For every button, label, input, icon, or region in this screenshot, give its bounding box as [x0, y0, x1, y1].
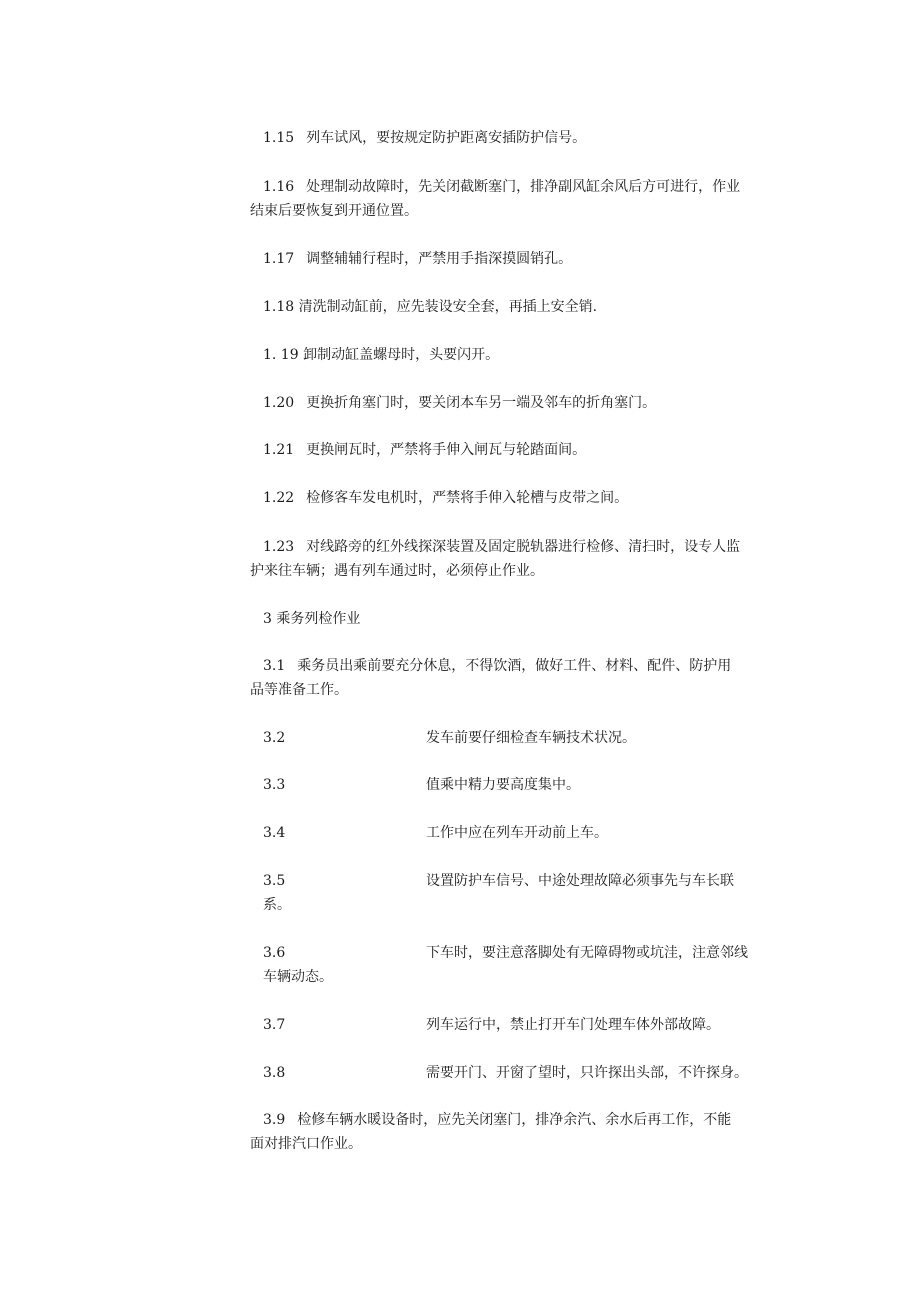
- paragraph-1-22: [263, 488, 628, 508]
- paragraph-3-3-number: 3.3: [263, 777, 286, 793]
- paragraph-3-8-number: 3.8: [263, 1065, 286, 1081]
- item-text: 处理制动故障时，先关闭截断塞门，排净副风缸余风后方可进行，作业: [306, 179, 741, 195]
- item-text: 列车试风，要按规定防护距离安插防护信号。: [306, 130, 587, 146]
- item-number: 1.21: [263, 442, 295, 458]
- paragraph-3-5-cont: 系。: [263, 897, 291, 913]
- paragraph-3-7-text: 列车运行中，禁止打开车门处理车体外部故障。: [426, 1017, 720, 1033]
- paragraph-1-17: [263, 249, 572, 269]
- item-number: 1.23: [263, 539, 295, 555]
- paragraph-1-16-cont: 结束后要恢复到开通位置。: [250, 203, 418, 219]
- paragraph-1-20: [263, 393, 656, 413]
- paragraph-3-8-text: 需要开门、开窗了望时，只许探出头部，不许探身。: [426, 1065, 748, 1081]
- paragraph-1-23: [263, 537, 740, 557]
- paragraph-1-23-cont: 护来往车辆；遇有列车通过时，必须停止作业。: [250, 563, 544, 579]
- paragraph-3-5-text: 设置防护车信号、中途处理故障必须事先与车长联: [426, 873, 734, 889]
- item-text: 乘务员出乘前要充分休息，不得饮酒，做好工件、材料、配件、防护用: [297, 658, 732, 674]
- paragraph-3-9: [263, 1110, 731, 1130]
- item-number: 1.20: [263, 395, 295, 411]
- paragraph-3-1: [263, 656, 731, 676]
- item-text: 调整辅辅行程时，严禁用手指深摸圆销孔。: [306, 251, 573, 267]
- paragraph-1-19: 1. 19 卸制动缸盖螺母时，头要闪开。: [263, 347, 500, 363]
- paragraph-1-16: [263, 177, 740, 197]
- paragraph-1-15: [263, 128, 586, 148]
- paragraph-3-6-text: 下车时，要注意落脚处有无障碍物或坑洼，注意邻线: [426, 945, 748, 961]
- item-text: 检修客车发电机时，严禁将手伸入轮槽与皮带之间。: [306, 490, 629, 506]
- item-text: 更换折角塞门时，要关闭本车另一端及邻车的折角塞门。: [306, 395, 657, 411]
- paragraph-3-3-text: 值乘中精力要高度集中。: [426, 777, 580, 793]
- item-number: 1.16: [263, 179, 295, 195]
- paragraph-3-6-cont: 车辆动态。: [263, 969, 333, 985]
- item-text: 检修车辆水暖设备时，应先关闭塞门，排净余汽、余水后再工作，不能: [297, 1112, 732, 1128]
- paragraph-3-1-cont: 品等准备工作。: [250, 682, 348, 698]
- paragraph-3-2-text: 发车前要仔细检查车辆技术状况。: [426, 730, 636, 746]
- item-number: 3.9: [263, 1112, 286, 1128]
- paragraph-1-21: [263, 440, 586, 460]
- item-text: 对线路旁的红外线探深装置及固定脱轨器进行检修、清扫时，设专人监: [306, 539, 741, 555]
- paragraph-3-4-text: 工作中应在列车开动前上车。: [426, 825, 608, 841]
- paragraph-3-9-cont: 面对排汽口作业。: [250, 1136, 362, 1152]
- item-number: 1.17: [263, 251, 295, 267]
- paragraph-3-6-number: 3.6: [263, 945, 286, 961]
- paragraph-1-18: 1.18 清洗制动缸前，应先装设安全套，再插上安全销.: [263, 299, 598, 315]
- item-number: 1.15: [263, 130, 295, 146]
- item-number: 3.1: [263, 658, 286, 674]
- paragraph-3-5-number: 3.5: [263, 873, 286, 889]
- item-text: 更换闸瓦时，严禁将手伸入闸瓦与轮踏面间。: [306, 442, 587, 458]
- item-number: 1.22: [263, 490, 295, 506]
- paragraph-3-2-number: 3.2: [263, 730, 286, 746]
- paragraph-3-7-number: 3.7: [263, 1017, 286, 1033]
- section-title: 3 乘务列检作业: [263, 611, 361, 627]
- paragraph-3-4-number: 3.4: [263, 825, 286, 841]
